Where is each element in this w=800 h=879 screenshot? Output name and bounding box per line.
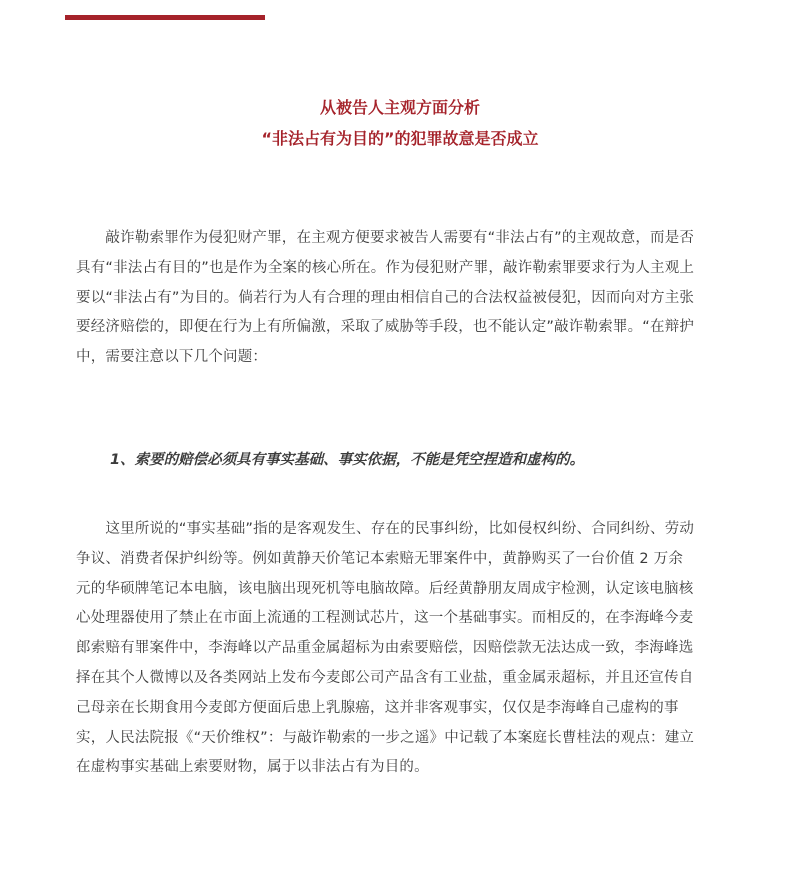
paragraph-line: 要经济赔偿的，即便在行为上有所偏激，采取了威胁等手段，也不能认定”敲诈勒索罪。“在辩护 — [76, 319, 695, 336]
paragraph-line: 争议、消费者保护纠纷等。例如黄静天价笔记本索赔无罪案件中，黄静购买了一台价值 2 万余 — [76, 550, 684, 567]
paragraph-intro — [76, 224, 732, 373]
section-heading-1: 1、索要的赔偿必须具有事实基础、事实依据，不能是凭空捏造和虚构的。 — [110, 452, 585, 468]
paragraph-line: 实，人民法院报《“天价维权”：与敲诈勒索的一步之遥》中记载了本案庭长曹桂法的观点：建立 — [76, 729, 695, 746]
paragraph-line: 敲诈勒索罪作为侵犯财产罪，在主观方便要求被告人需要有“非法占有”的主观故意，而是否 — [76, 230, 695, 246]
top-accent-bar — [65, 15, 265, 20]
paragraph-line: 要以“非法占有”为目的。倘若行为人有合理的理由相信自己的合法权益被侵犯，因而向对方主张 — [76, 289, 695, 306]
paragraph-line: 心处理器使用了禁止在市面上流通的工程测试芯片，这一个基础事实。而相反的，在李海峰今麦 — [76, 610, 694, 627]
paragraph-line: 具有“非法占有目的”也是作为全案的核心所在。作为侵犯财产罪，敲诈勒索罪要求行为人主观上 — [76, 259, 695, 276]
paragraph-line: 中，需要注意以下几个问题： — [76, 349, 268, 366]
paragraph-line: 郎索赔有罪案件中，李海峰以产品重金属超标为由索要赔偿，因赔偿款无法达成一致，李海峰选 — [76, 640, 694, 657]
title-line-1: 从被告人主观方面分析 — [319, 98, 480, 117]
paragraph-line: 择在其个人微博以及各类网站上发布今麦郎公司产品含有工业盐，重金属汞超标，并且还宣传自 — [76, 669, 694, 686]
paragraph-line: 这里所说的“事实基础”指的是客观发生、存在的民事纠纷，比如侵权纠纷、合同纠纷、劳动 — [76, 521, 695, 537]
paragraph-line: 在虚构事实基础上索要财物，属于以非法占有为目的。 — [76, 759, 429, 776]
paragraph-line: 己母亲在长期食用今麦郎方便面后患上乳腺癌，这并非客观事实，仅仅是李海峰自己虚构的事 — [76, 699, 679, 716]
title-line-2: “非法占有为目的”的犯罪故意是否成立 — [261, 129, 539, 148]
paragraph-line: 元的华硕牌笔记本电脑，该电脑出现死机等电脑故障。后经黄静朋友周成宇检测，认定该电脑核 — [76, 580, 694, 597]
article-title — [0, 92, 800, 154]
paragraph-fact-basis — [76, 515, 732, 783]
